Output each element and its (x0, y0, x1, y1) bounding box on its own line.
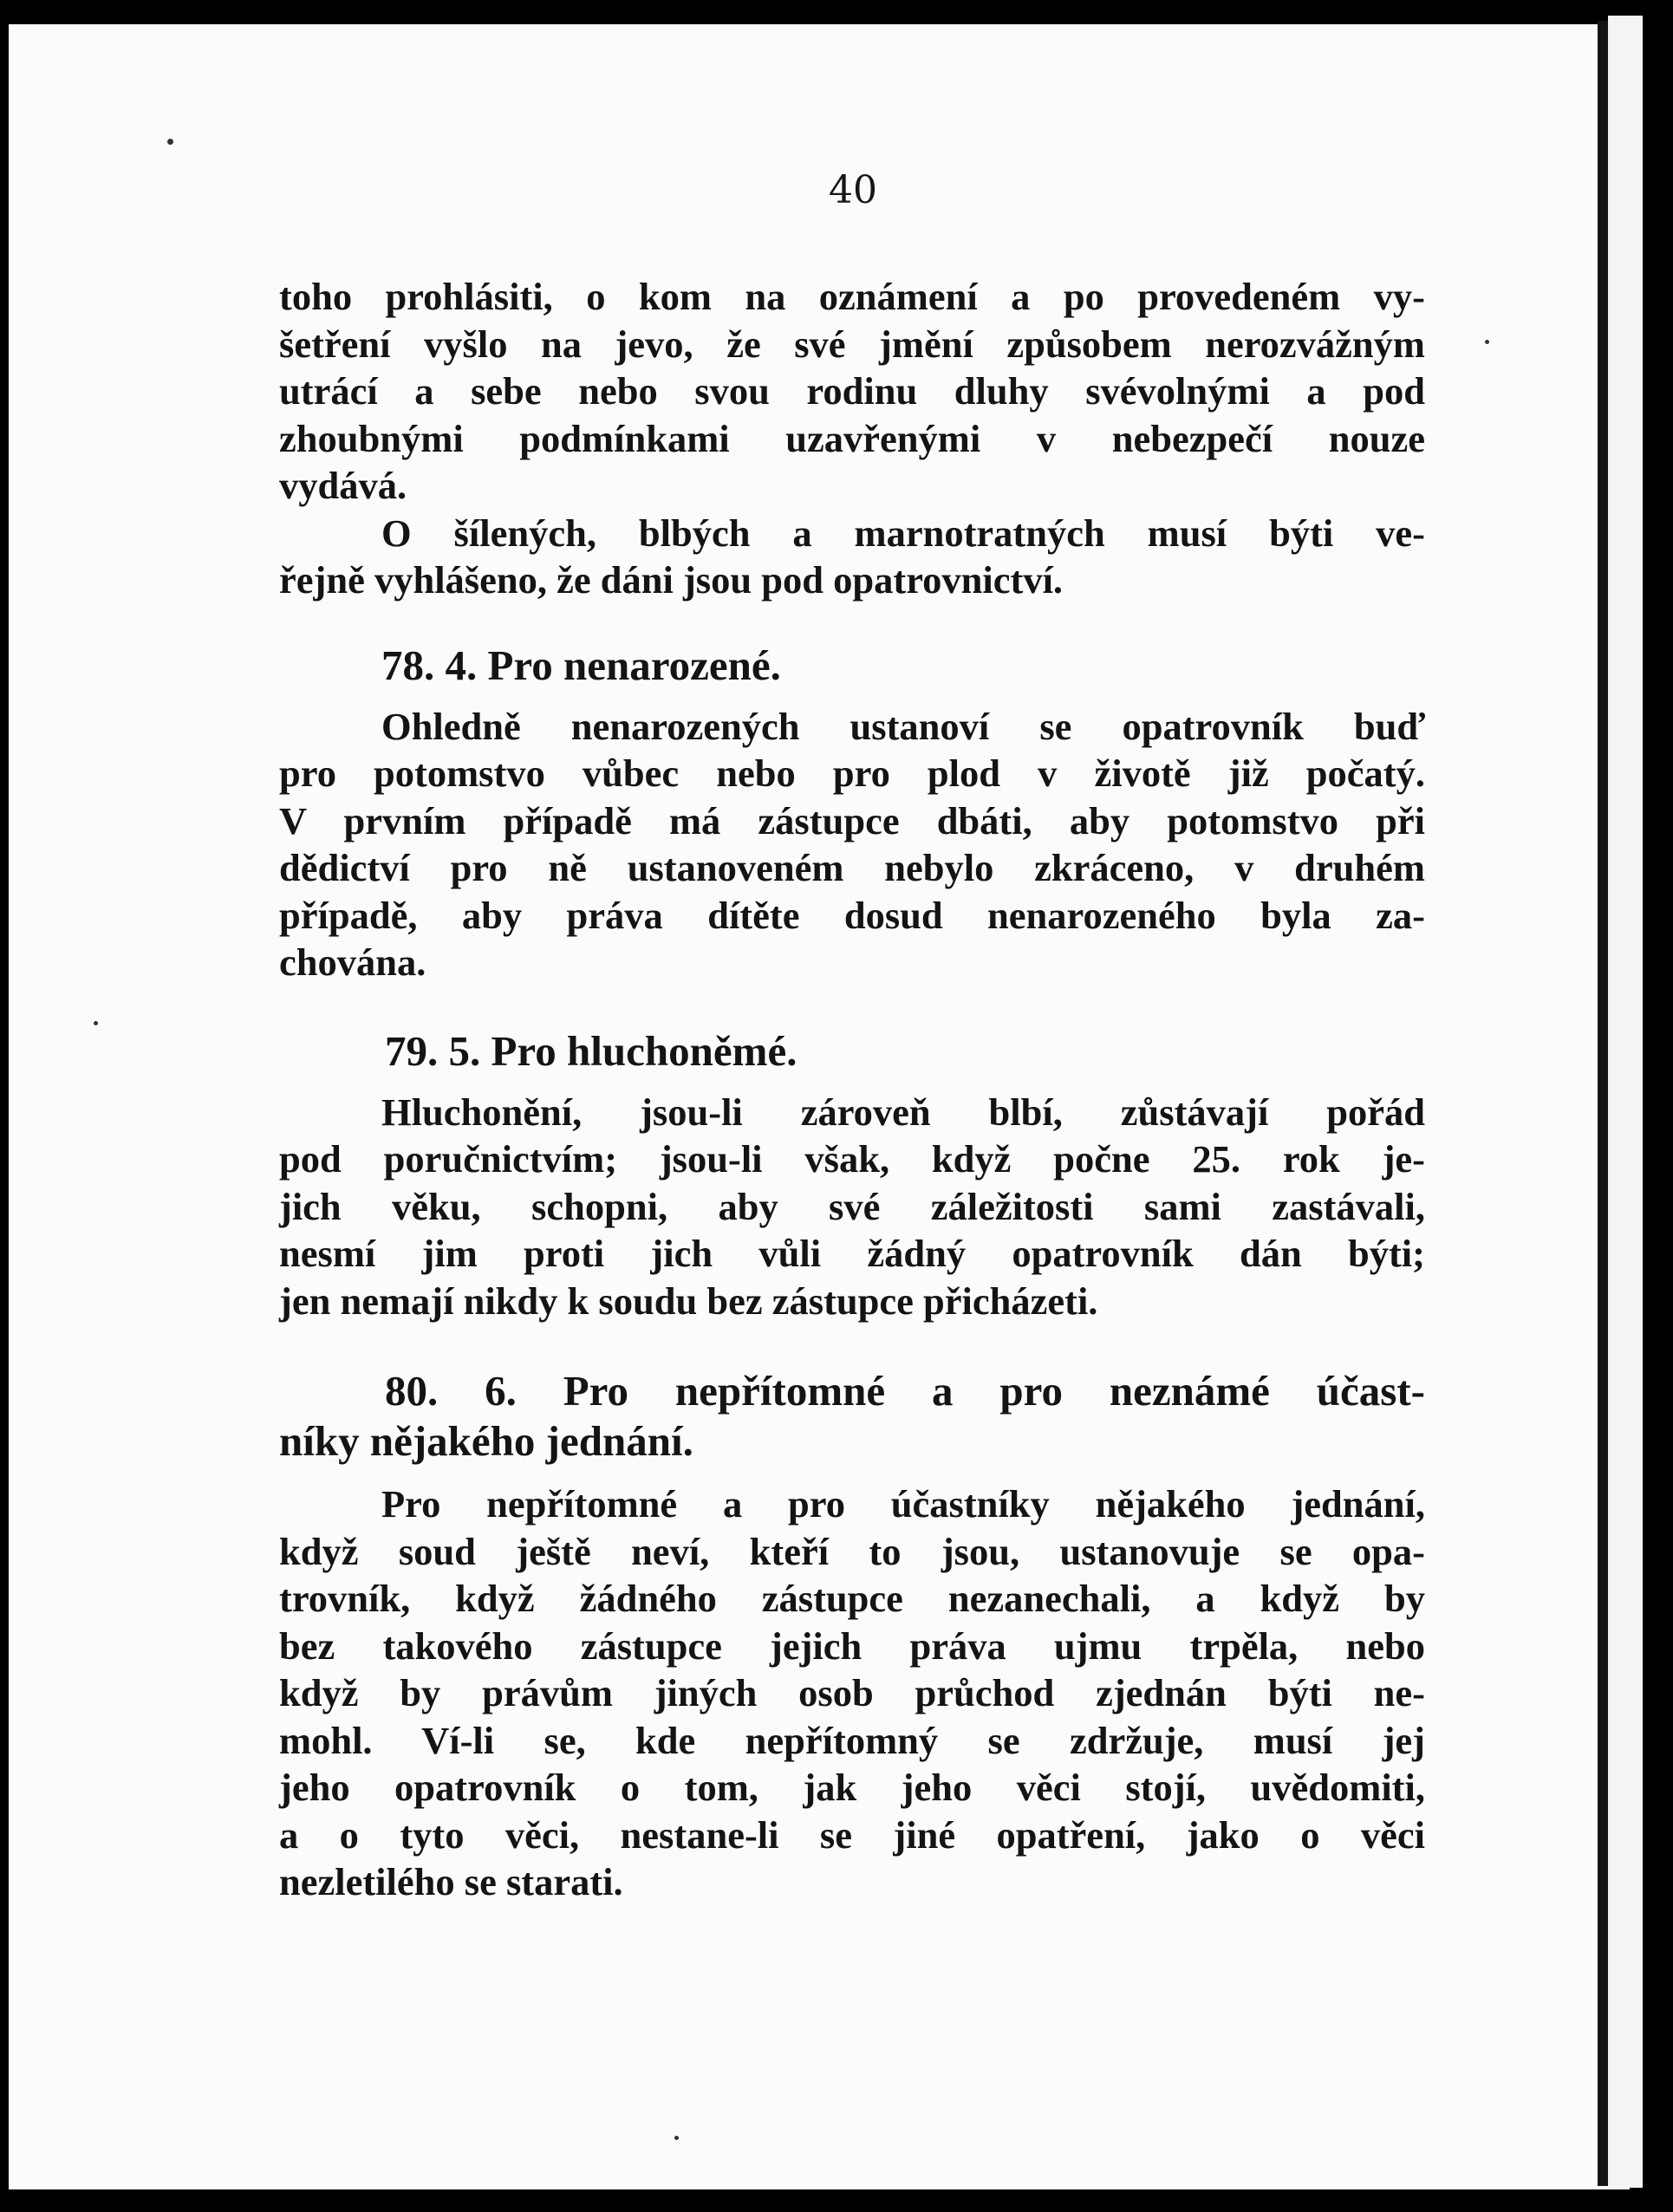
text-line: vydává. (279, 464, 407, 507)
text-line: V prvním případě má zástupce dbáti, aby potomstvo při (279, 798, 1425, 843)
text-line: když soud ještě neví, kteří to jsou, ustanovuje se opa- (279, 1529, 1425, 1573)
paper-speck (167, 139, 173, 145)
text-line: nesmí jim proti jich vůli žádný opatrovník dán býti; (279, 1232, 1425, 1275)
section-heading-79: 79. 5. Pro hluchoněmé. (385, 1026, 797, 1075)
text-line: jich věku, schopni, aby své záležitosti sami zastávali, (279, 1184, 1425, 1228)
text-line: zhoubnými podmínkami uzavřenými v nebezpečí nouze (279, 416, 1425, 460)
paragraph-2 (279, 510, 1425, 604)
paper-speck (1485, 340, 1489, 344)
text-line: jen nemají nikdy k soudu bez zástupce přicházeti. (279, 1278, 1098, 1323)
text-line: trovník, když žádného zástupce nezanechali, a když by (279, 1577, 1425, 1620)
text-line: Hluchonění, jsou-li zároveň blbí, zůstávají pořád (381, 1090, 1425, 1134)
text-line: pro potomstvo vůbec nebo pro plod v životě již počatý. (279, 751, 1425, 795)
text-line: případě, aby práva dítěte dosud nenarozeného byla za- (279, 893, 1425, 937)
book-spine-shadow (1598, 21, 1608, 2186)
text-line: pod poručnictvím; jsou-li však, když počne 25. rok je- (279, 1137, 1425, 1181)
text-line: dědictví pro ně ustanoveném nebylo zkráceno, v druhém (279, 846, 1425, 889)
paragraph-4 (279, 1089, 1425, 1325)
text-line: toho prohlásiti, o kom na oznámení a po provedeném vy- (279, 275, 1425, 318)
text-line: řejně vyhlášeno, že dáni jsou pod opatrovnictví. (279, 558, 1064, 602)
text-line: bez takového zástupce jejich práva ujmu trpěla, nebo (279, 1623, 1425, 1668)
text-line: jeho opatrovník o tom, jak jeho věci stojí, uvědomiti, (279, 1766, 1425, 1809)
body-text (279, 273, 1425, 1906)
section-heading-80: 80. 6. Pro nepřítomné a pro neznámé účast- (385, 1367, 1425, 1415)
text-line: utrácí a sebe nebo svou rodinu dluhy svévolnými a pod (279, 369, 1425, 413)
text-line: nezletilého se starati. (279, 1860, 623, 1903)
text-line: šetření vyšlo na jevo, že své jmění způsobem nerozvážným (279, 322, 1425, 366)
text-line: Ohledně nenarozených ustanoví se opatrovník buď (381, 704, 1425, 748)
paragraph-3 (279, 703, 1425, 986)
text-line: Pro nepřítomné a pro účastníky nějakého jednání, (381, 1482, 1425, 1526)
paragraph-5 (279, 1480, 1425, 1906)
text-line: O šílených, blbých a marnotratných musí býti ve- (381, 511, 1425, 555)
paragraph-1 (279, 273, 1425, 510)
page-number: 40 (829, 168, 877, 212)
text-line: když by právům jiných osob průchod zjednán býti ne- (279, 1671, 1425, 1714)
text-line: a o tyto věci, nestane-li se jiné opatření, jako o věci (279, 1812, 1425, 1857)
paper-speck (674, 2136, 679, 2140)
section-heading-78: 78. 4. Pro nenarozené. (381, 641, 781, 689)
next-page-edge (1608, 16, 1643, 2188)
text-line: mohl. Ví-li se, kde nepřítomný se zdržuje, musí jej (279, 1718, 1425, 1762)
section-heading-80-continued: níky nějakého jednání. (279, 1417, 693, 1465)
paper-speck (94, 1021, 98, 1025)
text-line: chována. (279, 940, 426, 984)
